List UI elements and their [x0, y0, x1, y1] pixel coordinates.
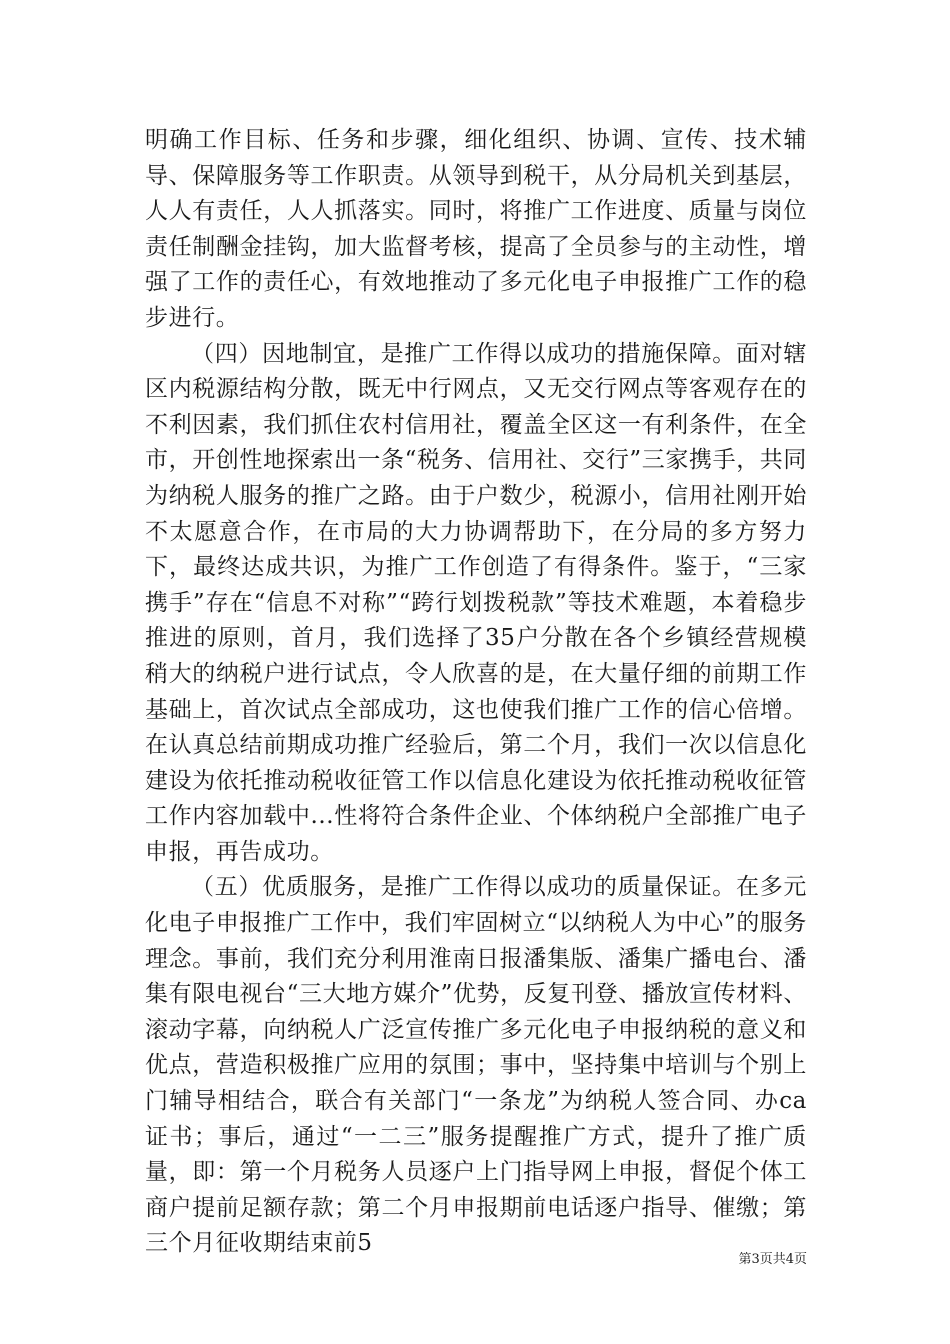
paragraph-3: （五）优质服务，是推广工作得以成功的质量保证。在多元化电子申报推广工作中，我们牢固树立“以纳税人为中心”的服务理念。事前，我们充分利用淮南日报潘集版、潘集广播电台、潘集有限电视台“三大地方媒介”优势，反复刊登、播放宣传材料、滚动字幕，向纳税人广泛宣传推广多元化电子申报纳税的意义和优点，营造积极推广应用的氛围；事中，坚持集中培训与个别上门辅导相结合，联合有关部门“一条龙”为纳税人签合同、办ca证书；事后，通过“一二三”服务提醒推广方式，提升了推广质量，即：第一个月税务人员逐户上门指导网上申报，督促个体工商户提前足额存款；第二个月申报期前电话逐户指导、催缴；第三个月征收期结束前5 — [145, 874, 807, 1257]
page-number-footer: 第3页共4页 — [738, 1252, 807, 1267]
document-body — [145, 123, 807, 1262]
paragraph-1: 明确工作目标、任务和步骤，细化组织、协调、宣传、技术辅导、保障服务等工作职责。从领导到税干，从分局机关到基层，人人有责任，人人抓落实。同时，将推广工作进度、质量与岗位责任制酬金挂钩，加大监督考核，提高了全员参与的主动性，增强了工作的责任心，有效地推动了多元化电子申报推广工作的稳步进行。 — [145, 127, 807, 331]
paragraph-2: （四）因地制宜，是推广工作得以成功的措施保障。面对辖区内税源结构分散，既无中行网点，又无交行网点等客观存在的不利因素，我们抓住农村信用社，覆盖全区这一有利条件，在全市，开创性地探索出一条“税务、信用社、交行”三家携手，共同为纳税人服务的推广之路。由于户数少，税源小，信用社刚开始不太愿意合作，在市局的大力协调帮助下，在分局的多方努力下，最终达成共识，为推广工作创造了有得条件。鉴于，“三家携手”存在“信息不对称”“跨行划拨税款”等技术难题，本着稳步推进的原则，首月，我们选择了35户分散在各个乡镇经营规模稍大的纳税户进行试点，令人欣喜的是，在大量仔细的前期工作基础上，首次试点全部成功，这也使我们推广工作的信心倍增。在认真总结前期成功推广经验后，第二个月，我们一次以信息化建设为依托推动税收征管工作以信息化建设为依托推动税收征管工作内容加载中...性将符合条件企业、个体纳税户全部推广电子申报，再告成功。 — [145, 340, 807, 865]
